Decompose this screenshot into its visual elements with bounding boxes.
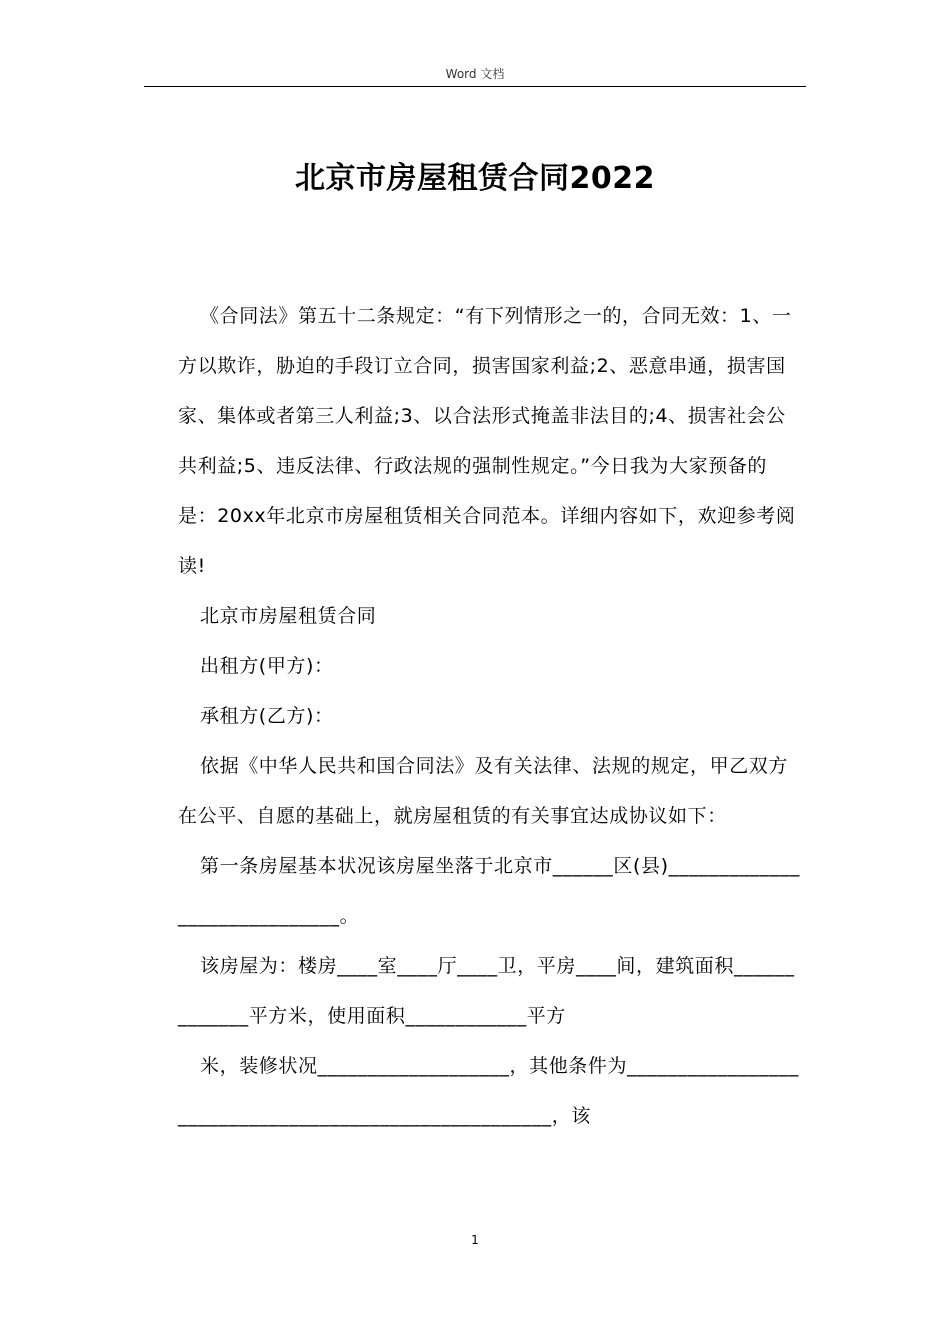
header-label: Word 文档	[445, 67, 505, 81]
intro-paragraph: 《合同法》第五十二条规定：“有下列情形之一的，合同无效：1、一方以欺诈，胁迫的手段订立合同，损害国家利益;2、恶意串通，损害国家、集体或者第三人利益;3、以合法形式掩盖非法目的;4、损害社会公共利益;5、违反法律、行政法规的强制性规定。”今日我为大家预备的是：20xx年北京市房屋租赁相关合同范本。详细内容如下，欢迎参考阅读!	[178, 305, 796, 577]
document-body	[178, 291, 804, 1141]
lessor-line: 出租方(甲方)：	[200, 655, 334, 677]
article-one-paragraph: 第一条房屋基本状况该房屋坐落于北京市______区(县)_____________________________。	[178, 855, 800, 927]
preamble-paragraph: 依据《中华人民共和国合同法》及有关法律、法规的规定，甲乙双方在公平、自愿的基础上，就房屋租赁的有关事宜达成协议如下：	[178, 755, 789, 827]
contract-heading: 北京市房屋租赁合同	[200, 605, 377, 627]
page-number: 1	[471, 1233, 479, 1247]
document-title: 北京市房屋租赁合同2022	[295, 161, 655, 196]
lessee-line: 承租方(乙方)：	[200, 705, 334, 727]
header-divider	[144, 86, 806, 87]
decoration-paragraph: 米，装修状况___________________，其他条件为______________________________________________________，该	[178, 1055, 799, 1127]
property-type-paragraph: 该房屋为：楼房____室____厅____卫，平房____间，建筑面积_____________平方米，使用面积____________平方	[178, 955, 795, 1027]
